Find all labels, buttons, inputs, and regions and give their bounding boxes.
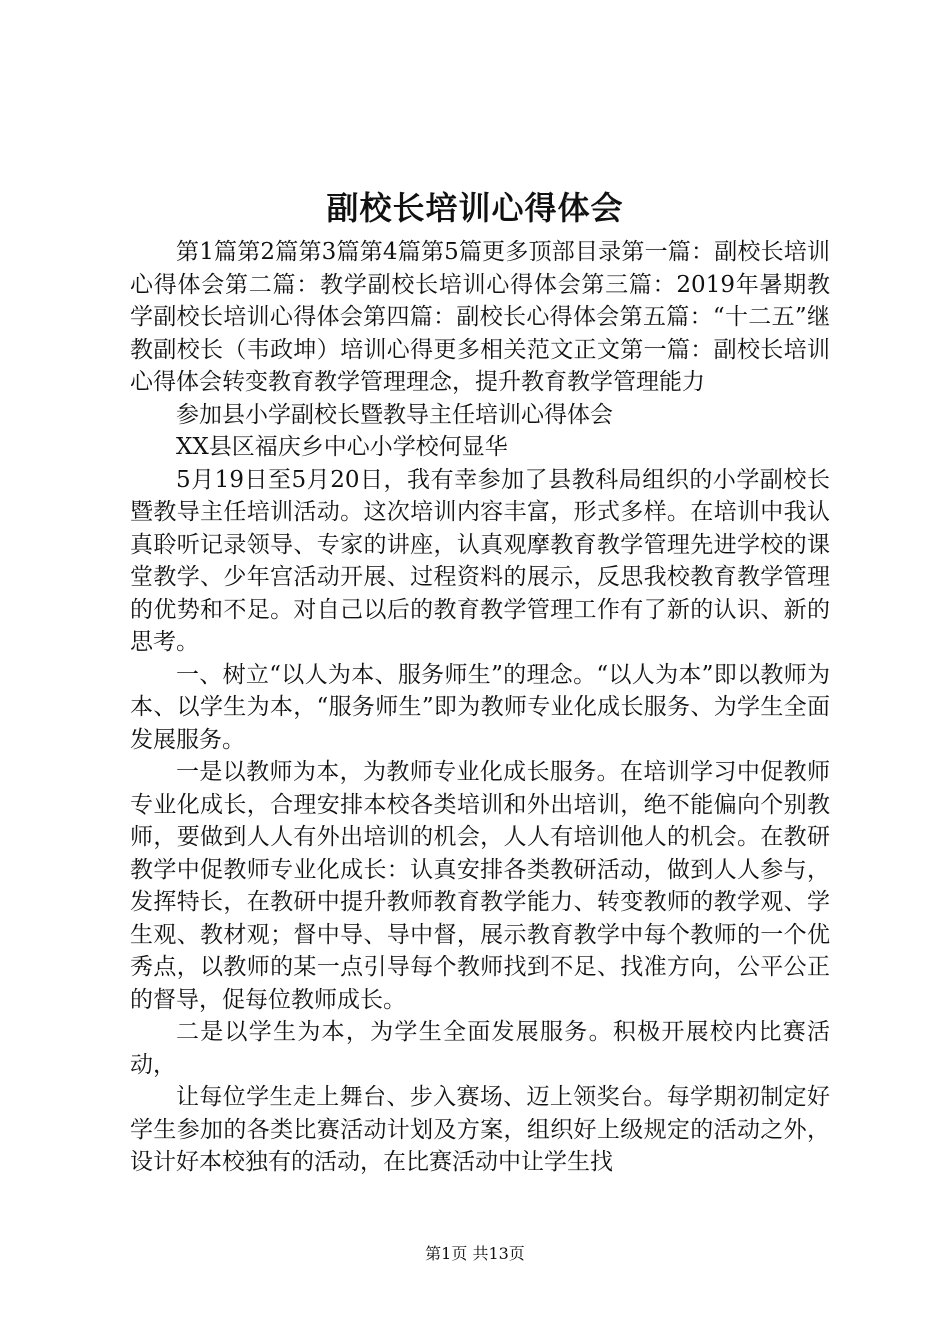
paragraph-table-of-contents: 第1篇第2篇第3篇第4篇第5篇更多顶部目录第一篇：副校长培训心得体会第二篇：教学副校长培训心得体会第三篇：2019年暑期教学副校长培训心得体会第四篇：副校长心得体会第五篇：“十二五”继教副校长（韦政坤）培训心得更多相关范文正文第一篇：副校长培训心得体会转变教育教学管理理念，提升教育教学管理能力 (130, 239, 830, 395)
paragraph-students: 二是以学生为本，为学生全面发展服务。积极开展校内比赛活动， (130, 1019, 830, 1078)
paragraph-competitions: 让每位学生走上舞台、步入赛场、迈上领奖台。每学期初制定好学生参加的各类比赛活动计划及方案，组织好上级规定的活动之外，设计好本校独有的活动，在比赛活动中让学生找 (130, 1084, 830, 1175)
document-title: 副校长培训心得体会 (326, 189, 624, 227)
paragraph-intro: 5月19日至5月20日，我有幸参加了县教科局组织的小学副校长暨教导主任培训活动。这次培训内容丰富，形式多样。在培训中我认真聆听记录领导、专家的讲座，认真观摩教育教学管理先进学校的课堂教学、少年宫活动开展、过程资料的展示，反思我校教育教学管理的优势和不足。对自己以后的教育教学管理工作有了新的认识、新的思考。 (130, 466, 830, 655)
paragraph-author: XX县区福庆乡中心小学校何显华 (176, 434, 508, 460)
paragraph-section-one: 一、树立“以人为本、服务师生”的理念。“以人为本”即以教师为本、以学生为本，“服务师生”即为教师专业化成长服务、为学生全面发展服务。 (130, 661, 830, 753)
document-body (130, 236, 830, 1179)
page-footer: 第1页 共13页 (425, 1244, 525, 1263)
paragraph-teachers: 一是以教师为本，为教师专业化成长服务。在培训学习中促教师专业化成长，合理安排本校各类培训和外出培训，绝不能偏向个别教师，要做到人人有外出培训的机会，人人有培训他人的机会。在教研教学中促教师专业化成长：认真安排各类教研活动，做到人人参与，发挥特长，在教研中提升教师教育教学能力、转变教师的教学观、学生观、教材观；督中导、导中督，展示教育教学中每个教师的一个优秀点，以教师的某一点引导每个教师找到不足、找准方向，公平公正的督导，促每位教师成长。 (130, 759, 830, 1013)
paragraph-subtitle: 参加县小学副校长暨教导主任培训心得体会 (176, 401, 613, 428)
